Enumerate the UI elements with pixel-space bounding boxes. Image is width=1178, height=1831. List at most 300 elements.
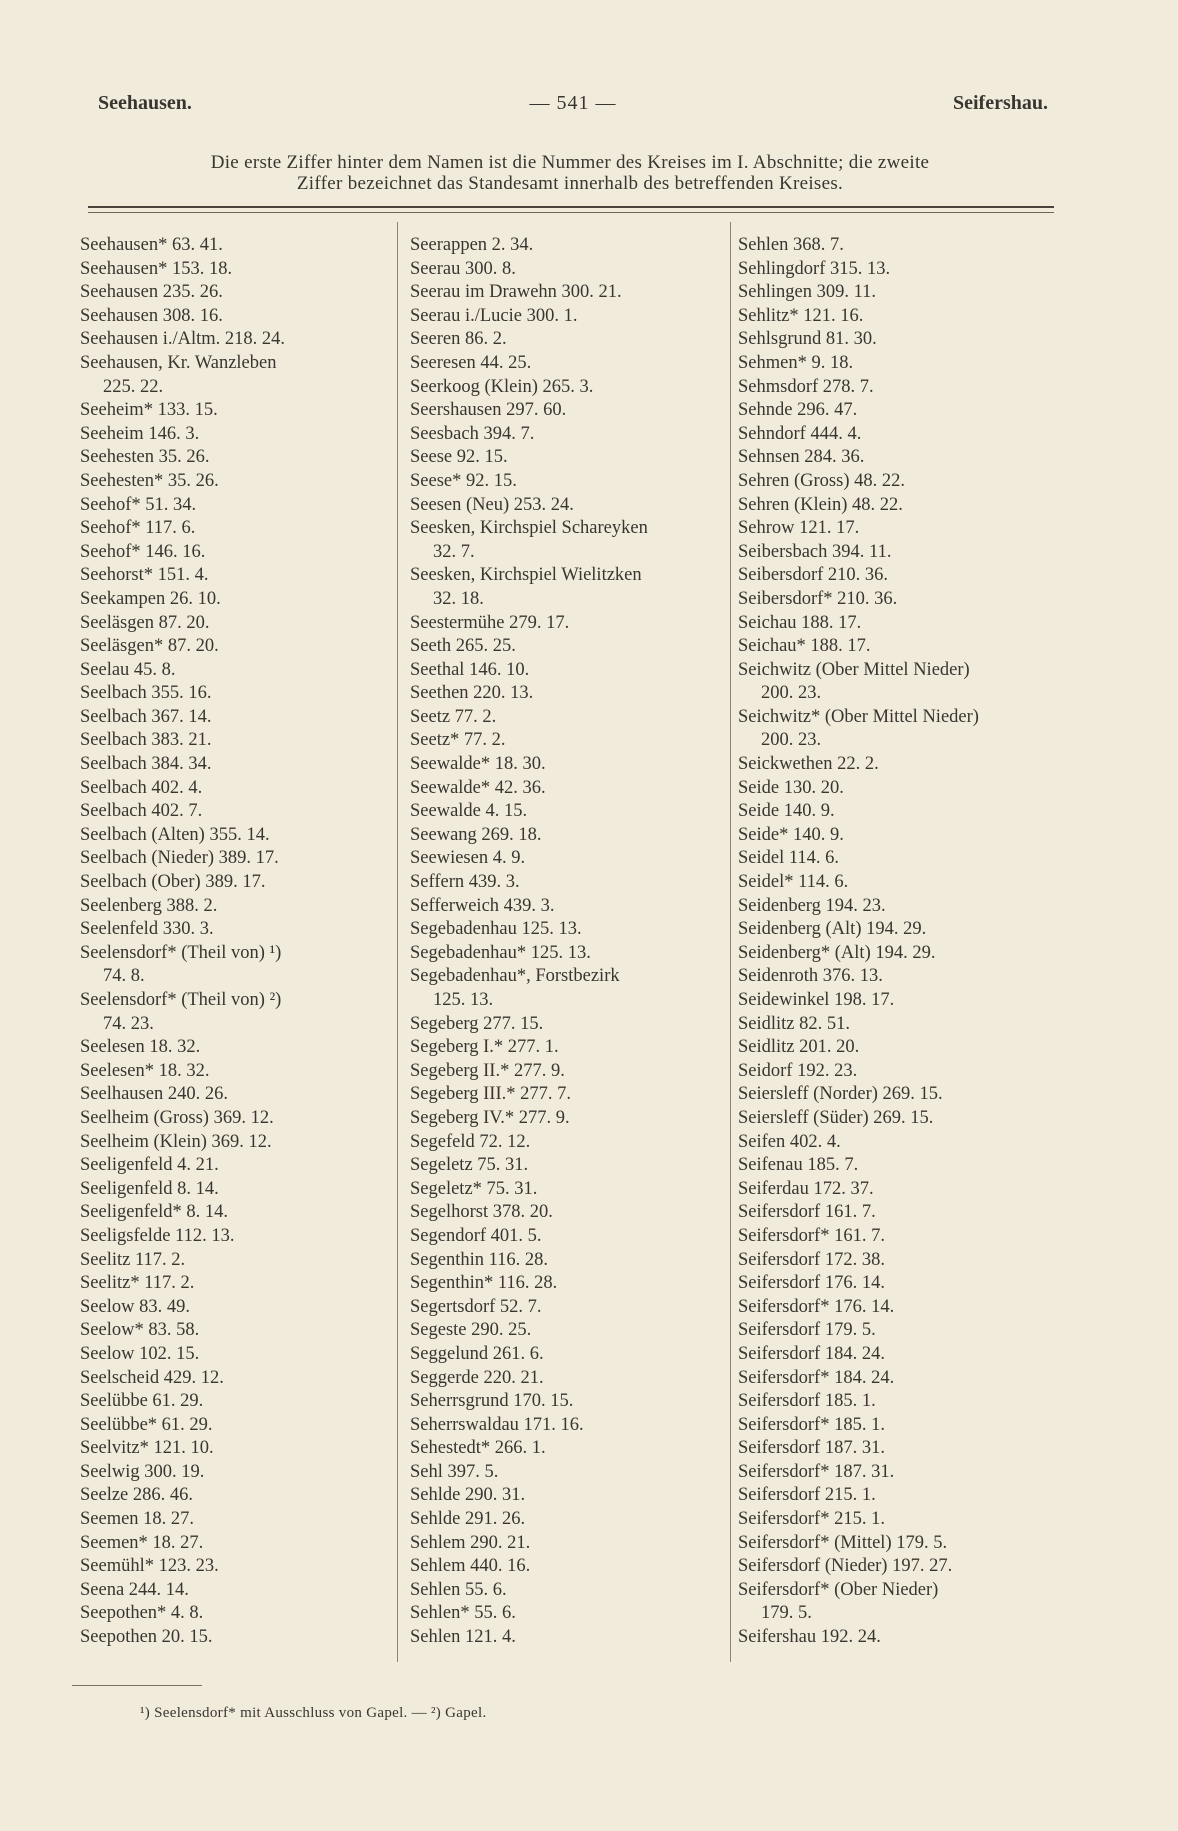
index-entry xyxy=(738,1484,1068,1508)
header-rule-thin xyxy=(88,212,1054,213)
index-entry xyxy=(80,1060,390,1084)
entry-text: Seerappen 2. 34. xyxy=(410,235,534,255)
index-entry xyxy=(738,588,1068,612)
index-entry xyxy=(80,659,390,683)
entry-text: Sehlingdorf 315. 13. xyxy=(738,258,891,279)
entry-text: Segebadenhau 125. 13. xyxy=(410,919,582,940)
index-entry xyxy=(738,1508,1068,1532)
index-entry xyxy=(80,541,390,565)
index-entry xyxy=(738,399,1068,423)
index-entry xyxy=(410,517,730,564)
entry-text: Seifersdorf 179. 5. xyxy=(738,1320,876,1341)
index-entry xyxy=(410,1131,730,1155)
index-entry xyxy=(410,258,730,282)
entry-text: Seelbach 402. 7. xyxy=(80,801,203,822)
entry-text: Seelze 286. 46. xyxy=(80,1485,194,1506)
index-entry xyxy=(410,1296,730,1320)
entry-text: Sehlen* 55. 6. xyxy=(410,1603,516,1624)
entry-text: Seiferdau 172. 37. xyxy=(738,1178,874,1199)
entry-text: Seidenberg 194. 23. xyxy=(738,895,886,916)
entry-text: Seifersdorf* 184. 24. xyxy=(738,1367,895,1388)
index-entry xyxy=(410,305,730,329)
index-entry xyxy=(80,1484,390,1508)
entry-text: Seelbach 402. 4. xyxy=(80,777,203,798)
index-entry xyxy=(80,1131,390,1155)
index-entry xyxy=(80,281,390,305)
index-entry xyxy=(738,1319,1068,1343)
entry-text: Seelwig 300. 19. xyxy=(80,1461,205,1482)
index-entry xyxy=(80,352,390,399)
entry-text: Seickwethen 22. 2. xyxy=(738,754,879,775)
entry-text: Seeligenfeld 8. 14. xyxy=(80,1178,219,1199)
entry-text: Seifersdorf* (Mittel) 179. 5. xyxy=(738,1532,948,1553)
index-column-3 xyxy=(738,234,1068,1650)
entry-text: Seifersdorf 187. 31. xyxy=(738,1438,885,1459)
entry-text: Segendorf 401. 5. xyxy=(410,1225,542,1246)
entry-text: Seifersdorf* 161. 7. xyxy=(738,1225,885,1246)
page-number: — 541 — xyxy=(529,92,617,114)
index-entry xyxy=(738,1060,1068,1084)
index-entry xyxy=(80,1178,390,1202)
entry-text: Seelhausen 240. 26. xyxy=(80,1084,228,1105)
entry-text: Seerau im Drawehn 300. 21. xyxy=(410,282,622,303)
index-entry xyxy=(80,258,390,282)
index-entry xyxy=(410,494,730,518)
entry-continuation: 74. 8. xyxy=(103,966,145,987)
footnote: ¹) Seelensdorf* mit Ausschluss von Gapel. — ²) Gapel. xyxy=(140,1705,487,1721)
entry-text: Seelbach 367. 14. xyxy=(80,706,212,727)
entry-text: Seeresen 44. 25. xyxy=(410,352,532,373)
entry-text: Seelheim (Klein) 369. 12. xyxy=(80,1131,272,1152)
entry-text: Seehausen i./Altm. 218. 24. xyxy=(80,329,286,350)
entry-text: Seifersdorf* 176. 14. xyxy=(738,1296,895,1317)
entry-text: Seehesten* 35. 26. xyxy=(80,470,219,491)
index-entry xyxy=(738,1437,1068,1461)
entry-text: Segenthin* 116. 28. xyxy=(410,1273,558,1294)
entry-text: Seifenau 185. 7. xyxy=(738,1155,859,1176)
index-entry xyxy=(410,1036,730,1060)
entry-text: Seifersdorf 172. 38. xyxy=(738,1249,885,1270)
index-entry xyxy=(410,942,730,966)
entry-text: Seese* 92. 15. xyxy=(410,470,517,491)
entry-text: Seehausen 308. 16. xyxy=(80,305,223,326)
index-entry xyxy=(80,305,390,329)
entry-text: Seifershau 192. 24. xyxy=(738,1627,881,1648)
index-entry xyxy=(80,942,390,989)
entry-text: Seifersdorf 215. 1. xyxy=(738,1485,876,1506)
index-entry xyxy=(410,1013,730,1037)
index-entry xyxy=(738,1626,1068,1650)
entry-text: Seerau 300. 8. xyxy=(410,258,516,279)
entry-text: Seehof* 117. 6. xyxy=(80,518,196,539)
column-divider-1 xyxy=(397,222,398,1662)
entry-text: Sehlsgrund 81. 30. xyxy=(738,329,877,350)
entry-text: Seiersleff (Norder) 269. 15. xyxy=(738,1084,943,1105)
entry-text: Seelensdorf* (Theil von) ¹) xyxy=(80,942,282,963)
entry-text: Seelow 83. 49. xyxy=(80,1296,190,1317)
entry-text: Seemühl* 123. 23. xyxy=(80,1556,219,1577)
index-entry xyxy=(738,1178,1068,1202)
entry-text: Seethen 220. 13. xyxy=(410,683,534,704)
entry-text: Seesken, Kirchspiel Wielitzken xyxy=(410,565,642,586)
entry-text: Seiersleff (Süder) 269. 15. xyxy=(738,1107,934,1128)
index-entry xyxy=(738,541,1068,565)
entry-text: Seehof* 51. 34. xyxy=(80,494,197,515)
index-entry xyxy=(80,1437,390,1461)
entry-text: Seide 140. 9. xyxy=(738,801,835,822)
index-entry xyxy=(738,1107,1068,1131)
index-entry xyxy=(738,1579,1068,1626)
entry-text: Seidel* 114. 6. xyxy=(738,872,849,893)
page-header xyxy=(98,92,1048,122)
entry-text: Sehlitz* 121. 16. xyxy=(738,305,864,326)
entry-text: Seepothen* 4. 8. xyxy=(80,1603,204,1624)
entry-text: Segeberg 277. 15. xyxy=(410,1013,544,1034)
index-entry xyxy=(410,1390,730,1414)
entry-text: Seethal 146. 10. xyxy=(410,659,530,680)
entry-text: Sehlem 290. 21. xyxy=(410,1532,531,1553)
entry-continuation: 179. 5. xyxy=(761,1603,812,1624)
index-entry xyxy=(80,1036,390,1060)
index-entry xyxy=(80,824,390,848)
entry-text: Seesbach 394. 7. xyxy=(410,423,535,444)
entry-text: Segertsdorf 52. 7. xyxy=(410,1296,542,1317)
entry-text: Seewalde 4. 15. xyxy=(410,801,528,822)
entry-text: Seesken, Kirchspiel Schareyken xyxy=(410,518,648,539)
entry-text: Seehausen, Kr. Wanzleben xyxy=(80,352,277,373)
index-entry xyxy=(80,753,390,777)
entry-text: Seichwitz* (Ober Mittel Nieder) xyxy=(738,706,979,727)
index-entry xyxy=(410,800,730,824)
index-entry xyxy=(738,352,1068,376)
entry-text: Seifersdorf 184. 24. xyxy=(738,1343,885,1364)
entry-text: Seifersdorf* 215. 1. xyxy=(738,1509,885,1530)
index-entry xyxy=(410,423,730,447)
intro-note xyxy=(85,152,1055,194)
index-entry xyxy=(738,871,1068,895)
index-entry xyxy=(410,1107,730,1131)
index-entry xyxy=(80,1508,390,1532)
header-right-keyword: Seifershau. xyxy=(953,92,1048,114)
entry-text: Seidel 114. 6. xyxy=(738,848,840,869)
index-entry xyxy=(80,1154,390,1178)
entry-text: Seeheim* 133. 15. xyxy=(80,400,218,421)
index-entry xyxy=(738,1390,1068,1414)
index-entry xyxy=(410,328,730,352)
index-entry xyxy=(410,234,730,258)
entry-text: Seherrswaldau 171. 16. xyxy=(410,1414,584,1435)
index-entry xyxy=(80,1296,390,1320)
index-entry xyxy=(410,1461,730,1485)
entry-text: Seeläsgen* 87. 20. xyxy=(80,636,219,657)
index-entry xyxy=(410,918,730,942)
index-entry xyxy=(738,1296,1068,1320)
header-rule-thick xyxy=(88,206,1054,208)
index-entry xyxy=(80,588,390,612)
index-entry xyxy=(410,1508,730,1532)
index-entry xyxy=(410,1602,730,1626)
index-entry xyxy=(410,895,730,919)
index-entry xyxy=(738,800,1068,824)
entry-text: Seeth 265. 25. xyxy=(410,636,516,657)
entry-text: Segebadenhau*, Forstbezirk xyxy=(410,966,620,987)
entry-text: Seelbach (Alten) 355. 14. xyxy=(80,824,270,845)
index-entry xyxy=(738,635,1068,659)
entry-text: Sehrow 121. 17. xyxy=(738,518,860,539)
footnote-rule xyxy=(72,1685,202,1686)
entry-text: Seemen* 18. 27. xyxy=(80,1532,204,1553)
entry-text: Sehlingen 309. 11. xyxy=(738,282,877,303)
entry-text: Seifersdorf* 185. 1. xyxy=(738,1414,885,1435)
entry-text: Seelbach 355. 16. xyxy=(80,683,212,704)
entry-text: Seerau i./Lucie 300. 1. xyxy=(410,305,578,326)
entry-text: Seelübbe* 61. 29. xyxy=(80,1414,213,1435)
entry-text: Segeste 290. 25. xyxy=(410,1320,532,1341)
index-entry xyxy=(738,234,1068,258)
entry-text: Seidenroth 376. 13. xyxy=(738,966,883,987)
index-entry xyxy=(738,1249,1068,1273)
index-entry xyxy=(410,399,730,423)
entry-text: Sehnde 296. 47. xyxy=(738,400,858,421)
index-entry xyxy=(738,328,1068,352)
index-entry xyxy=(738,564,1068,588)
entry-text: Segenthin 116. 28. xyxy=(410,1249,549,1270)
index-entry xyxy=(738,1013,1068,1037)
index-entry xyxy=(738,777,1068,801)
index-entry xyxy=(80,446,390,470)
entry-text: Seidlitz 201. 20. xyxy=(738,1037,860,1058)
entry-text: Seelitz* 117. 2. xyxy=(80,1273,195,1294)
index-column-2 xyxy=(410,234,730,1650)
entry-continuation: 74. 23. xyxy=(103,1013,154,1034)
index-entry xyxy=(410,1249,730,1273)
index-entry xyxy=(410,1154,730,1178)
index-entry xyxy=(738,258,1068,282)
index-entry xyxy=(738,706,1068,753)
entry-text: Seide* 140. 9. xyxy=(738,824,844,845)
entry-text: Seelensdorf* (Theil von) ²) xyxy=(80,990,282,1010)
header-left-keyword: Seehausen. xyxy=(98,92,192,114)
entry-text: Seidenberg* (Alt) 194. 29. xyxy=(738,942,936,963)
index-entry xyxy=(410,1532,730,1556)
entry-text: Seibersdorf 210. 36. xyxy=(738,565,889,586)
entry-text: Sehlde 290. 31. xyxy=(410,1485,526,1506)
entry-text: Segeberg III.* 277. 7. xyxy=(410,1084,571,1105)
index-entry xyxy=(80,682,390,706)
index-entry xyxy=(738,612,1068,636)
entry-text: Seibersbach 394. 11. xyxy=(738,541,892,562)
index-entry xyxy=(410,777,730,801)
index-entry xyxy=(738,989,1068,1013)
entry-text: Seelesen* 18. 32. xyxy=(80,1060,210,1081)
entry-text: Seggelund 261. 6. xyxy=(410,1343,544,1364)
index-entry xyxy=(410,1272,730,1296)
entry-text: Seide 130. 20. xyxy=(738,777,844,798)
index-entry xyxy=(738,376,1068,400)
entry-text: Seelbach (Nieder) 389. 17. xyxy=(80,848,279,869)
index-entry xyxy=(738,1461,1068,1485)
index-entry xyxy=(410,1319,730,1343)
entry-text: Sehndorf 444. 4. xyxy=(738,423,862,444)
entry-text: Seeligenfeld* 8. 14. xyxy=(80,1202,228,1223)
index-entry xyxy=(80,1272,390,1296)
entry-text: Seeläsgen 87. 20. xyxy=(80,612,210,633)
index-entry xyxy=(410,1060,730,1084)
index-entry xyxy=(410,446,730,470)
entry-text: Seelbach 383. 21. xyxy=(80,730,212,751)
entry-continuation: 225. 22. xyxy=(103,376,164,397)
entry-text: Seelscheid 429. 12. xyxy=(80,1367,224,1388)
index-entry xyxy=(80,871,390,895)
index-entry xyxy=(410,635,730,659)
index-entry xyxy=(80,234,390,258)
entry-text: Seifersdorf* (Ober Nieder) xyxy=(738,1579,939,1600)
entry-text: Segeberg IV.* 277. 9. xyxy=(410,1107,570,1128)
entry-text: Seelau 45. 8. xyxy=(80,659,176,680)
entry-text: Seibersdorf* 210. 36. xyxy=(738,588,898,609)
entry-text: Sehmsdorf 278. 7. xyxy=(738,376,874,397)
index-entry xyxy=(410,1201,730,1225)
entry-text: Seepothen 20. 15. xyxy=(80,1627,213,1648)
index-entry xyxy=(80,1225,390,1249)
index-entry xyxy=(410,1178,730,1202)
index-entry xyxy=(410,682,730,706)
index-entry xyxy=(80,777,390,801)
index-entry xyxy=(738,281,1068,305)
index-entry xyxy=(80,399,390,423)
entry-text: Seifersdorf 185. 1. xyxy=(738,1391,876,1412)
entry-text: Seifersdorf (Nieder) 197. 27. xyxy=(738,1556,953,1577)
entry-text: Segeletz* 75. 31. xyxy=(410,1178,538,1199)
entry-text: Seewiesen 4. 9. xyxy=(410,848,526,869)
index-entry xyxy=(410,871,730,895)
index-entry xyxy=(410,1225,730,1249)
index-entry xyxy=(410,564,730,611)
entry-text: Sehlen 55. 6. xyxy=(410,1579,507,1600)
entry-text: Sehlen 368. 7. xyxy=(738,235,844,255)
entry-text: Seestermühe 279. 17. xyxy=(410,612,570,633)
entry-text: Seelenfeld 330. 3. xyxy=(80,919,214,940)
index-entry xyxy=(80,1083,390,1107)
entry-text: Seehesten 35. 26. xyxy=(80,447,210,468)
index-entry xyxy=(410,1083,730,1107)
index-entry xyxy=(410,470,730,494)
index-entry xyxy=(410,659,730,683)
index-entry xyxy=(738,942,1068,966)
entry-text: Seifersdorf* 187. 31. xyxy=(738,1461,895,1482)
entry-continuation: 200. 23. xyxy=(761,730,822,751)
index-entry xyxy=(80,1461,390,1485)
entry-text: Seifen 402. 4. xyxy=(738,1131,841,1152)
index-entry xyxy=(80,1249,390,1273)
index-entry xyxy=(738,895,1068,919)
entry-text: Seerkoog (Klein) 265. 3. xyxy=(410,376,594,397)
index-entry xyxy=(80,918,390,942)
entry-text: Seekampen 26. 10. xyxy=(80,588,221,609)
index-entry xyxy=(80,1532,390,1556)
index-entry xyxy=(738,1131,1068,1155)
index-entry xyxy=(738,1343,1068,1367)
entry-text: Seelheim (Gross) 369. 12. xyxy=(80,1107,274,1128)
entry-text: Seehof* 146. 16. xyxy=(80,541,206,562)
index-entry xyxy=(410,612,730,636)
entry-continuation: 32. 7. xyxy=(433,541,475,562)
entry-text: Seichau 188. 17. xyxy=(738,612,862,633)
entry-text: Seidlitz 82. 51. xyxy=(738,1013,851,1034)
index-entry xyxy=(410,1343,730,1367)
index-entry xyxy=(80,612,390,636)
entry-text: Seelbach 384. 34. xyxy=(80,754,212,775)
index-entry xyxy=(738,423,1068,447)
entry-text: Seesen (Neu) 253. 24. xyxy=(410,494,574,515)
index-entry xyxy=(738,1272,1068,1296)
index-entry xyxy=(410,1484,730,1508)
entry-text: Sehren (Klein) 48. 22. xyxy=(738,494,903,515)
index-entry xyxy=(738,847,1068,871)
index-entry xyxy=(738,1225,1068,1249)
index-entry xyxy=(80,1201,390,1225)
index-entry xyxy=(80,847,390,871)
entry-text: Seershausen 297. 60. xyxy=(410,400,567,421)
index-entry xyxy=(80,494,390,518)
entry-text: Sefferweich 439. 3. xyxy=(410,895,555,916)
entry-text: Seggerde 220. 21. xyxy=(410,1367,544,1388)
index-entry xyxy=(738,824,1068,848)
index-entry xyxy=(738,305,1068,329)
index-entry xyxy=(80,1602,390,1626)
entry-text: Seidewinkel 198. 17. xyxy=(738,990,895,1010)
entry-text: Segefeld 72. 12. xyxy=(410,1131,531,1152)
entry-text: Seherrsgrund 170. 15. xyxy=(410,1391,574,1412)
entry-text: Segebadenhau* 125. 13. xyxy=(410,942,591,963)
index-entry xyxy=(410,1555,730,1579)
entry-text: Seifersdorf 161. 7. xyxy=(738,1202,876,1223)
entry-text: Seese 92. 15. xyxy=(410,447,508,468)
index-entry xyxy=(80,1367,390,1391)
index-entry xyxy=(410,352,730,376)
entry-text: Seewalde* 18. 30. xyxy=(410,754,546,775)
index-entry xyxy=(410,706,730,730)
entry-text: Seetz* 77. 2. xyxy=(410,730,506,751)
index-entry xyxy=(80,564,390,588)
entry-text: Seelvitz* 121. 10. xyxy=(80,1438,214,1459)
entry-text: Segeberg II.* 277. 9. xyxy=(410,1060,565,1081)
entry-text: Seifersdorf 176. 14. xyxy=(738,1273,885,1294)
entry-text: Sehestedt* 266. 1. xyxy=(410,1438,546,1459)
index-entry xyxy=(80,729,390,753)
index-entry xyxy=(410,376,730,400)
entry-text: Sehnsen 284. 36. xyxy=(738,447,865,468)
index-entry xyxy=(738,1414,1068,1438)
entry-text: Seewalde* 42. 36. xyxy=(410,777,546,798)
index-entry xyxy=(80,1626,390,1650)
index-entry xyxy=(410,1437,730,1461)
entry-text: Segeletz 75. 31. xyxy=(410,1155,529,1176)
index-entry xyxy=(738,494,1068,518)
index-entry xyxy=(738,517,1068,541)
index-entry xyxy=(80,1107,390,1131)
entry-text: Seeligenfeld 4. 21. xyxy=(80,1155,219,1176)
index-entry xyxy=(410,1414,730,1438)
entry-text: Seemen 18. 27. xyxy=(80,1509,195,1530)
index-entry xyxy=(410,281,730,305)
index-entry xyxy=(80,895,390,919)
index-entry xyxy=(410,847,730,871)
entry-text: Sehl 397. 5. xyxy=(410,1461,499,1482)
index-entry xyxy=(738,1367,1068,1391)
index-entry xyxy=(738,1036,1068,1060)
index-entry xyxy=(410,753,730,777)
